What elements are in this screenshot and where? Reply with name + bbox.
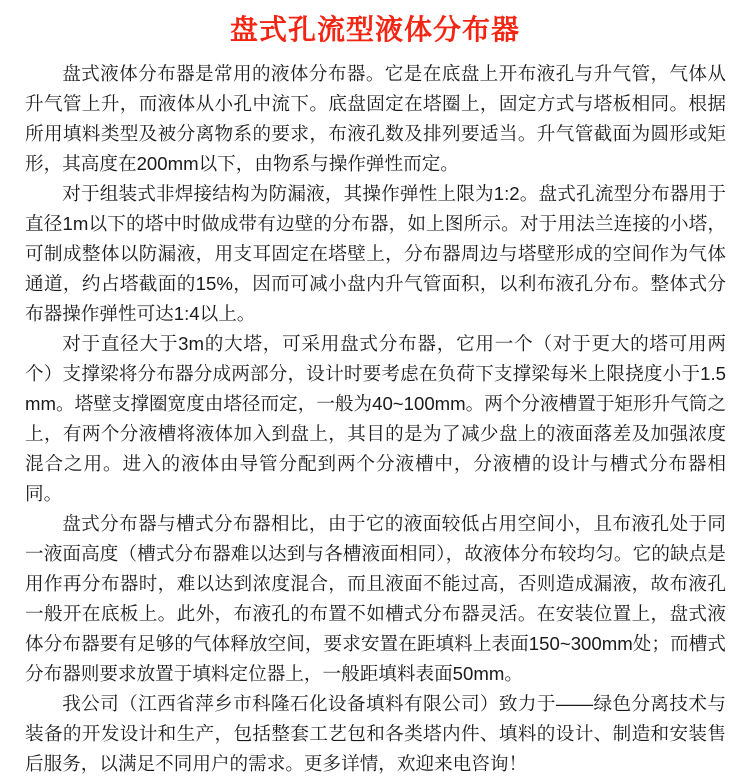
paragraph-4: 盘式分布器与槽式分布器相比，由于它的液面较低占用空间小，且布液孔处于同一液面高度（槽式分布器难以达到与各槽液面相同），故液体分布较均匀。它的缺点是用作再分布器时，难以达到浓度混合，而且液面不能过高，否则造成漏液，故布液孔一般开在底板上。此外，布液孔的布置不如槽式分布器灵活。在安装位置上，盘式液体分布器要有足够的气体释放空间，要求安置在距填料上表面150~300mm处；而槽式分布器则要求放置于填料定位器上，一般距填料表面50mm。: [25, 513, 726, 684]
paragraph-1: 盘式液体分布器是常用的液体分布器。它是在底盘上开布液孔与升气管，气体从升气管上升，而液体从小孔中流下。底盘固定在塔圈上，固定方式与塔板相同。根据所用填料类型及被分离物系的要求，布液孔数及排列要适当。升气管截面为圆形或矩形，其高度在200mm以下，由物系与操作弹性而定。: [25, 63, 726, 174]
paragraph-2: 对于组装式非焊接结构为防漏液，其操作弹性上限为1:2。盘式孔流型分布器用于直径1m以下的塔中时做成带有边壁的分布器，如上图所示。对于用法兰连接的小塔，可制成整体以防漏液，用支耳固定在塔壁上，分布器周边与塔壁形成的空间作为气体通道，约占塔截面的15%，因而可减小盘内升气管面积，以利布液孔分布。整体式分布器操作弹性可达1:4以上。: [25, 183, 726, 324]
paragraph-5: 我公司（江西省萍乡市科隆石化设备填料有限公司）致力于——绿色分离技术与装备的开发设计和生产，包括整套工艺包和各类塔内件、填料的设计、制造和安装售后服务，以满足不同用户的需求。更多详情，欢迎来电咨询！: [25, 693, 726, 774]
page-title: 盘式孔流型液体分布器: [229, 14, 520, 45]
paragraph-3: 对于直径大于3m的大塔，可采用盘式分布器，它用一个（对于更大的塔可用两个）支撑梁将分布器分成两部分，设计时要考虑在负荷下支撑梁每米上限挠度小于1.5mm。塔壁支撑圈宽度由塔径而定，一般为40~100mm。两个分液槽置于矩形升气筒之上，有两个分液槽将液体加入到盘上，其目的是为了减少盘上的液面落差及加强浓度混合之用。进入的液体由导管分配到两个分液槽中，分液槽的设计与槽式分布器相同。: [25, 333, 726, 504]
document-body: [0, 47, 750, 779]
